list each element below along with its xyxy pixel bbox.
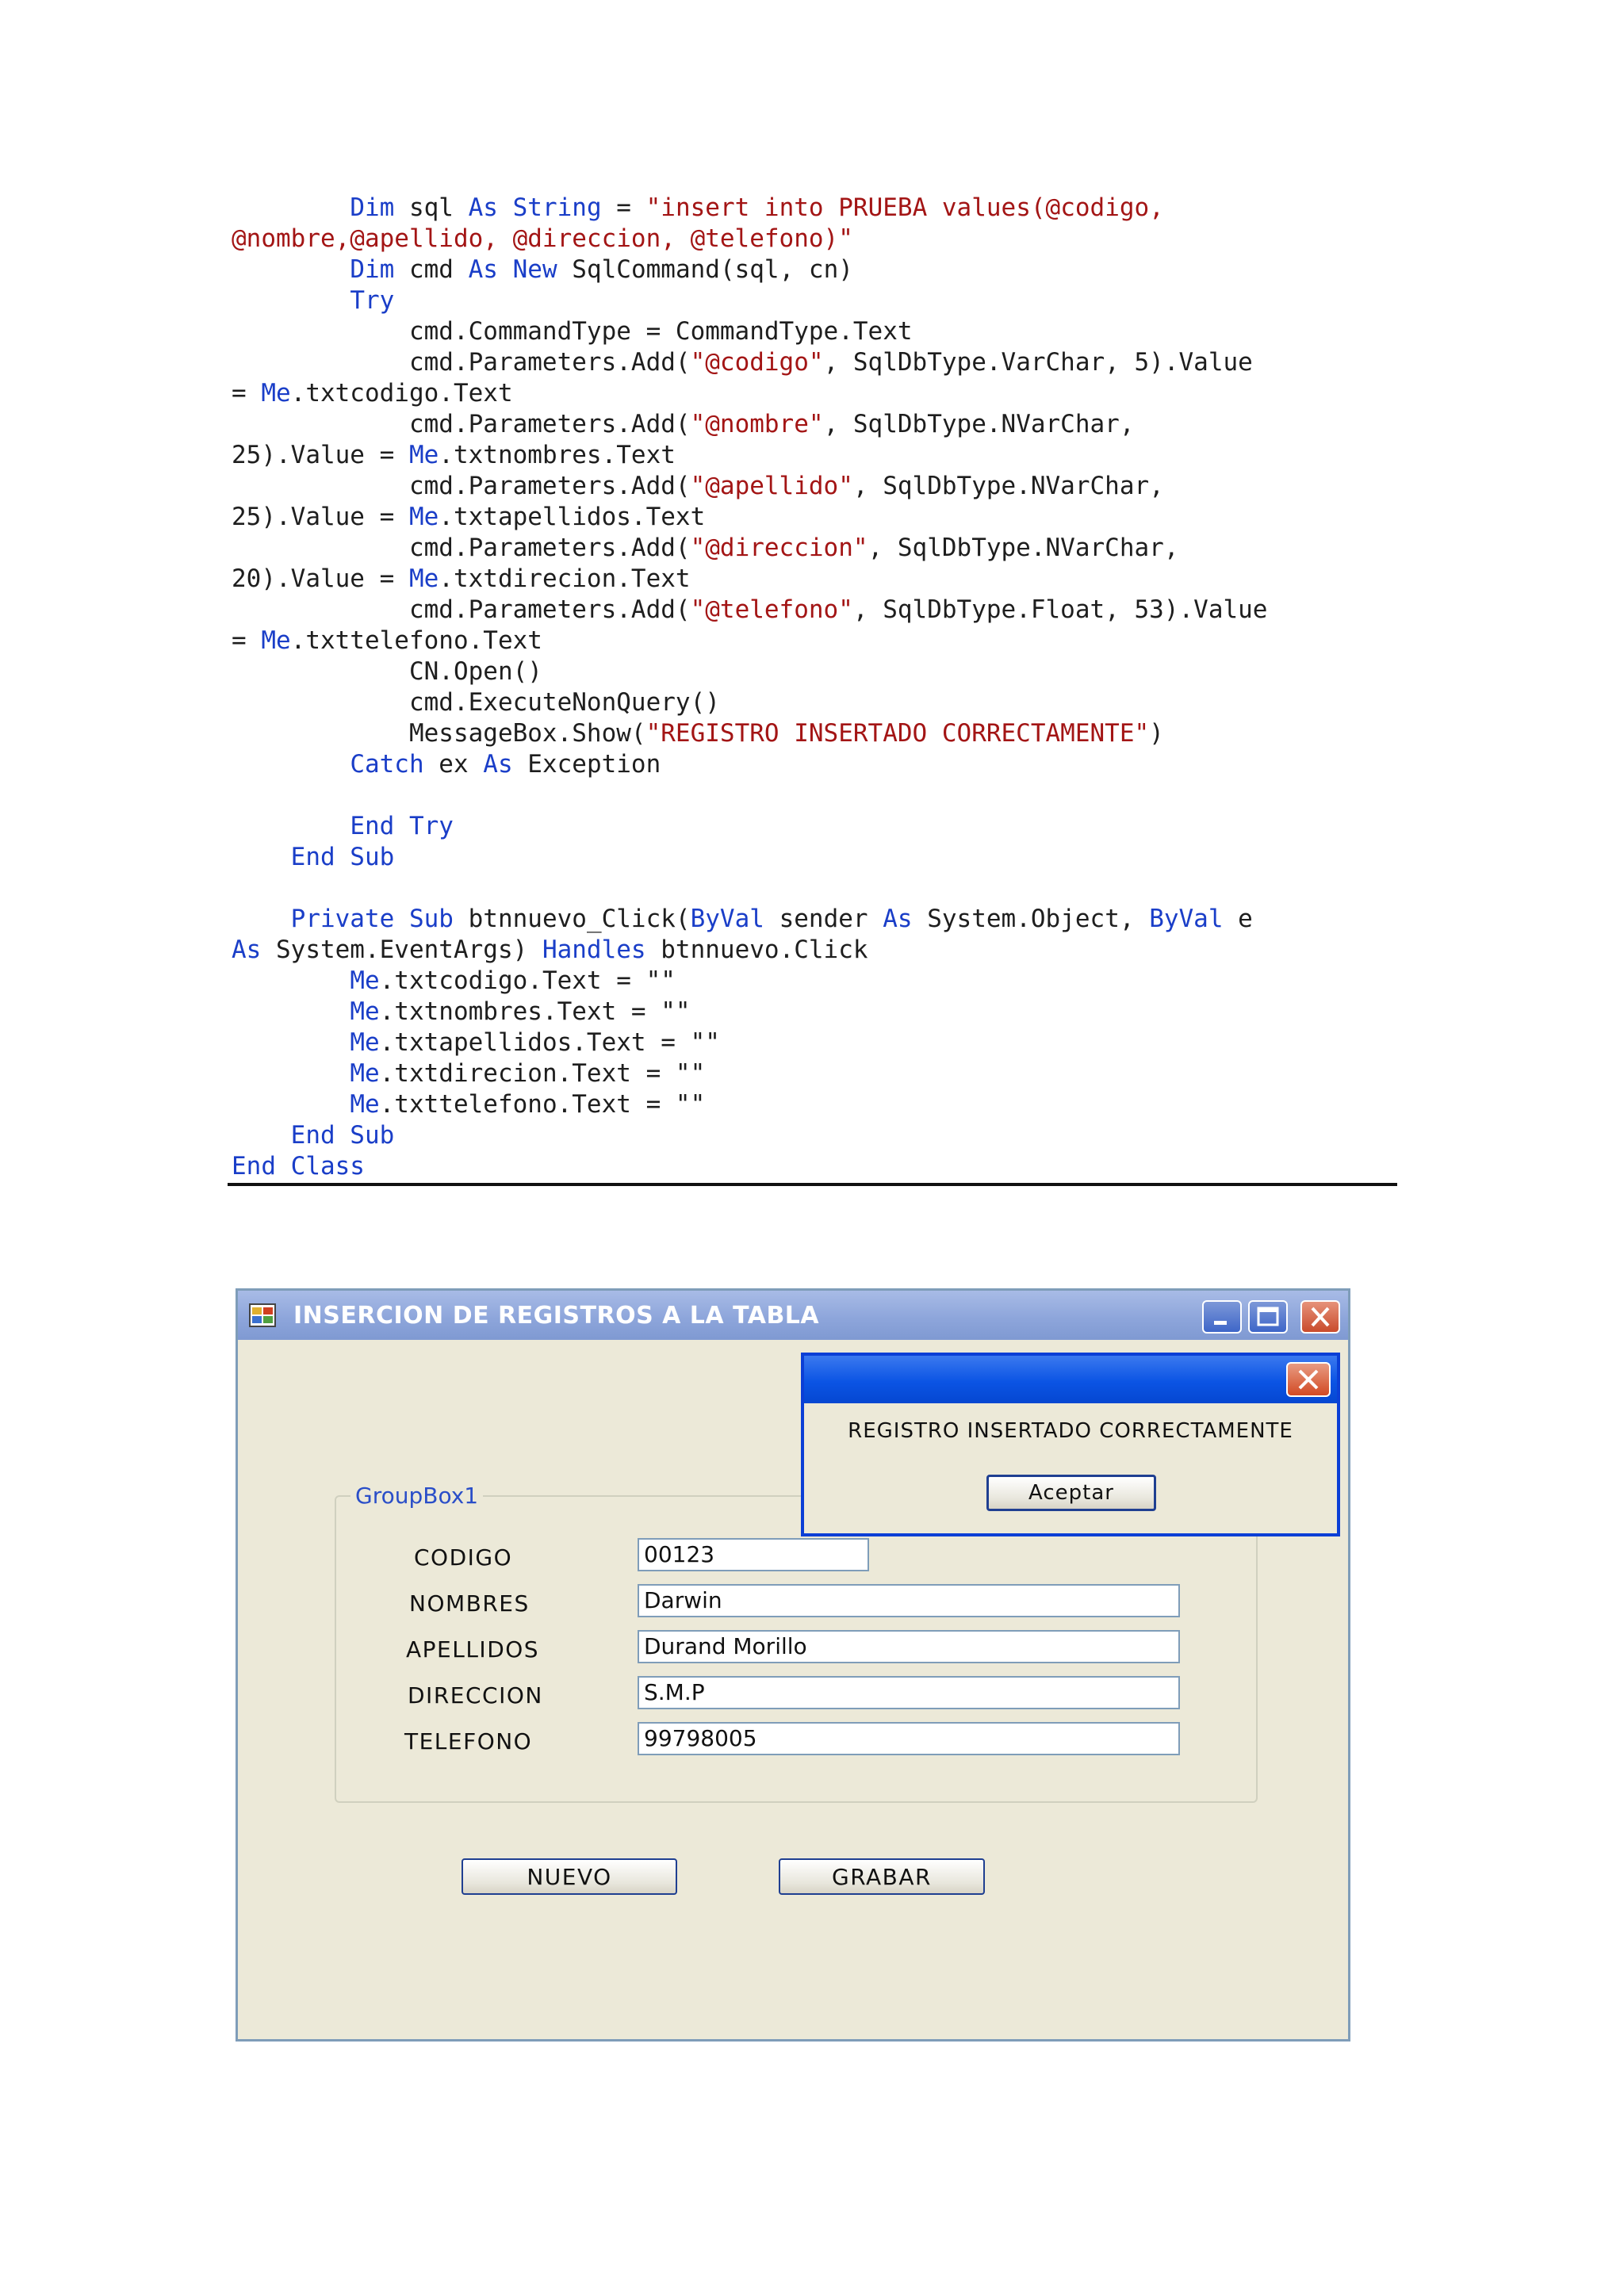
code-keyword: New xyxy=(512,255,557,284)
code-text xyxy=(232,1059,350,1088)
code-keyword: Me xyxy=(261,379,291,408)
message-box-close-button[interactable] xyxy=(1286,1362,1331,1397)
code-text: cmd.ExecuteNonQuery() xyxy=(232,688,720,717)
code-listing xyxy=(232,193,1389,1182)
code-line xyxy=(232,687,1389,718)
code-keyword: As xyxy=(468,193,498,222)
code-line xyxy=(232,409,1389,440)
code-text: System.Object, xyxy=(912,905,1150,933)
window-title: INSERCION DE REGISTROS A LA TABLA xyxy=(293,1302,820,1330)
code-text: ) xyxy=(1149,719,1164,748)
code-line xyxy=(232,440,1389,471)
code-keyword: Try xyxy=(350,286,395,315)
code-text xyxy=(232,255,350,284)
group-box-title: GroupBox1 xyxy=(350,1483,483,1509)
code-line xyxy=(232,842,1389,873)
code-keyword: As xyxy=(483,750,513,779)
label-nombres: NOMBRES xyxy=(409,1590,530,1617)
code-keyword: Me xyxy=(261,626,291,655)
label-apellidos: APELLIDOS xyxy=(406,1636,540,1663)
code-line xyxy=(232,997,1389,1027)
code-line xyxy=(232,1120,1389,1151)
telefono-input[interactable]: 99798005 xyxy=(638,1722,1180,1755)
code-text xyxy=(498,193,513,222)
code-line xyxy=(232,224,1389,254)
code-text: e xyxy=(1223,905,1253,933)
message-box xyxy=(801,1353,1340,1536)
code-text xyxy=(232,905,291,933)
code-string: "@direccion" xyxy=(690,534,868,562)
horizontal-rule xyxy=(228,1183,1397,1186)
code-string: "@nombre" xyxy=(690,410,824,438)
code-keyword: End Sub xyxy=(290,1121,395,1150)
code-keyword: Me xyxy=(350,1028,380,1057)
code-string: "@apellido" xyxy=(690,472,853,500)
code-keyword: Me xyxy=(408,441,439,469)
code-line xyxy=(232,285,1389,316)
code-text: = xyxy=(601,193,646,222)
code-text: = xyxy=(232,626,262,655)
code-keyword: Me xyxy=(350,997,380,1026)
code-text xyxy=(232,1121,291,1150)
code-line xyxy=(232,193,1389,224)
code-keyword: As xyxy=(883,905,913,933)
code-text xyxy=(232,812,350,840)
codigo-input[interactable]: 00123 xyxy=(638,1538,869,1571)
code-text: .txtcodigo.Text = "" xyxy=(379,966,676,995)
code-text: ex xyxy=(423,750,484,779)
app-icon xyxy=(249,1303,276,1327)
code-keyword: End Try xyxy=(350,812,454,840)
code-line xyxy=(232,811,1389,842)
code-text: cmd.Parameters.Add( xyxy=(232,595,691,624)
code-text: CN.Open() xyxy=(232,657,542,686)
code-string: "@telefono" xyxy=(690,595,853,624)
code-text xyxy=(232,1090,350,1119)
code-text xyxy=(498,255,513,284)
code-keyword: End Class xyxy=(232,1152,365,1181)
code-line xyxy=(232,564,1389,595)
code-line xyxy=(232,718,1389,749)
code-text: = xyxy=(232,379,262,408)
code-line xyxy=(232,966,1389,997)
code-line xyxy=(232,1151,1389,1182)
code-line xyxy=(232,347,1389,378)
code-text: 20).Value = xyxy=(232,564,409,593)
label-codigo: CODIGO xyxy=(414,1544,513,1571)
accept-button[interactable]: Aceptar xyxy=(986,1475,1156,1511)
code-line xyxy=(232,471,1389,502)
message-text: REGISTRO INSERTADO CORRECTAMENTE xyxy=(848,1419,1293,1443)
code-text: cmd.Parameters.Add( xyxy=(232,348,691,377)
label-direccion: DIRECCION xyxy=(408,1682,543,1709)
code-text: , SqlDbType.NVarChar, xyxy=(852,472,1164,500)
code-line xyxy=(232,1058,1389,1089)
code-text: btnnuevo.Click xyxy=(645,936,868,964)
code-text: Exception xyxy=(512,750,661,779)
code-text: cmd xyxy=(394,255,469,284)
code-text xyxy=(232,750,350,779)
close-icon xyxy=(1288,1364,1329,1395)
code-text xyxy=(232,1028,350,1057)
code-text: cmd.CommandType = CommandType.Text xyxy=(232,317,913,346)
code-keyword: Me xyxy=(350,966,380,995)
maximize-button[interactable] xyxy=(1248,1300,1288,1334)
code-line xyxy=(232,904,1389,935)
code-line xyxy=(232,749,1389,780)
code-line xyxy=(232,1089,1389,1120)
nuevo-button[interactable]: NUEVO xyxy=(462,1858,677,1895)
code-keyword: Me xyxy=(408,564,439,593)
code-text xyxy=(232,997,350,1026)
code-keyword: Me xyxy=(350,1090,380,1119)
apellidos-input[interactable]: Durand Morillo xyxy=(638,1630,1180,1663)
code-text: .txtapellidos.Text = "" xyxy=(379,1028,720,1057)
grabar-button[interactable]: GRABAR xyxy=(779,1858,985,1895)
code-keyword: Dim xyxy=(350,255,395,284)
code-keyword: End Sub xyxy=(290,843,395,871)
code-keyword: As xyxy=(468,255,498,284)
code-text: cmd.Parameters.Add( xyxy=(232,534,691,562)
code-line xyxy=(232,626,1389,656)
code-text: 25).Value = xyxy=(232,441,409,469)
direccion-input[interactable]: S.M.P xyxy=(638,1676,1180,1709)
code-line xyxy=(232,656,1389,687)
code-text: cmd.Parameters.Add( xyxy=(232,472,691,500)
code-text: , SqlDbType.NVarChar, xyxy=(823,410,1135,438)
code-keyword: Catch xyxy=(350,750,424,779)
message-box-titlebar[interactable] xyxy=(804,1356,1337,1403)
code-text: .txtcodigo.Text xyxy=(290,379,513,408)
code-line xyxy=(232,378,1389,409)
code-text: .txtapellidos.Text xyxy=(439,503,706,531)
code-line xyxy=(232,595,1389,626)
code-line xyxy=(232,935,1389,966)
code-keyword: String xyxy=(512,193,602,222)
code-line xyxy=(232,533,1389,564)
code-keyword: ByVal xyxy=(1149,905,1224,933)
code-text: , SqlDbType.VarChar, 5).Value xyxy=(823,348,1253,377)
code-text xyxy=(232,966,350,995)
label-telefono: TELEFONO xyxy=(404,1728,533,1755)
code-text: , SqlDbType.Float, 53).Value xyxy=(852,595,1268,624)
minimize-button[interactable] xyxy=(1202,1300,1242,1334)
code-string: "insert into PRUEBA values(@codigo, xyxy=(645,193,1164,222)
code-keyword: ByVal xyxy=(690,905,764,933)
code-text: sql xyxy=(394,193,469,222)
code-text xyxy=(232,843,291,871)
code-text: MessageBox.Show( xyxy=(232,719,646,748)
code-text: .txtdirecion.Text xyxy=(439,564,691,593)
code-text xyxy=(232,193,350,222)
code-line xyxy=(232,502,1389,533)
code-line xyxy=(232,873,1389,904)
code-keyword: Dim xyxy=(350,193,395,222)
code-keyword: Me xyxy=(350,1059,380,1088)
code-text: System.EventArgs) xyxy=(261,936,542,964)
close-icon xyxy=(1302,1302,1339,1332)
code-text: 25).Value = xyxy=(232,503,409,531)
minimize-icon xyxy=(1204,1302,1240,1332)
code-line xyxy=(232,316,1389,347)
code-string: "REGISTRO INSERTADO CORRECTAMENTE" xyxy=(645,719,1150,748)
window-titlebar[interactable] xyxy=(238,1291,1348,1340)
code-line xyxy=(232,1027,1389,1058)
code-text: .txtnombres.Text = "" xyxy=(379,997,691,1026)
code-line xyxy=(232,254,1389,285)
code-text: .txtnombres.Text xyxy=(439,441,676,469)
code-keyword: Me xyxy=(408,503,439,531)
code-text xyxy=(232,286,350,315)
code-text: btnnuevo_Click( xyxy=(453,905,691,933)
code-string: "@codigo" xyxy=(690,348,824,377)
code-text: .txttelefono.Text xyxy=(290,626,542,655)
code-keyword: Handles xyxy=(542,936,646,964)
code-line xyxy=(232,780,1389,811)
code-keyword: Private Sub xyxy=(290,905,454,933)
nombres-input[interactable]: Darwin xyxy=(638,1584,1180,1617)
close-button[interactable] xyxy=(1300,1300,1340,1334)
code-text: SqlCommand(sql, cn) xyxy=(557,255,853,284)
maximize-icon xyxy=(1250,1302,1286,1332)
code-text: , SqlDbType.NVarChar, xyxy=(868,534,1179,562)
code-string: @nombre,@apellido, @direccion, @telefono)" xyxy=(232,224,853,253)
code-text: .txttelefono.Text = "" xyxy=(379,1090,706,1119)
code-keyword: As xyxy=(232,936,262,964)
code-text: cmd.Parameters.Add( xyxy=(232,410,691,438)
code-text: .txtdirecion.Text = "" xyxy=(379,1059,706,1088)
code-text: sender xyxy=(764,905,883,933)
